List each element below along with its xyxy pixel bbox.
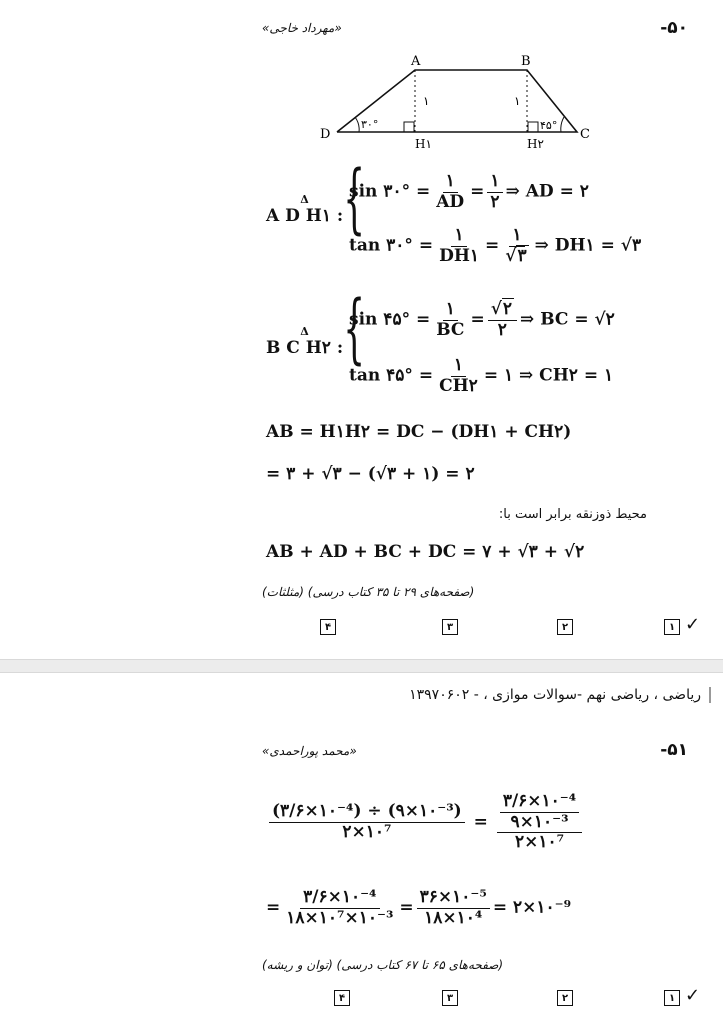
- triangle-adh1-label: Δ A D H۱ :: [266, 206, 343, 226]
- q51-option-4[interactable]: ۴: [334, 990, 350, 1006]
- q51-option-3[interactable]: ۳: [442, 990, 458, 1006]
- label-height-left: ۱: [423, 94, 430, 108]
- label-c: C: [580, 127, 590, 142]
- eq-ab-result: = ۳ + √۳ − (√۳ + ۱) = ۲: [266, 464, 475, 484]
- eq-sin45: sin ۴۵° = $\frac{۱}{BC}$ = $\frac{√۲}{۲}$ ⇒ BC = √۲: [349, 299, 615, 340]
- label-angle-c: ۴۵°: [540, 119, 558, 132]
- perimeter-text: محیط ذوزنقه برابر است با:: [498, 507, 647, 522]
- eq-51-line2: = $\frac{\text{۳/۶×۱۰⁻⁴}}{\text{۱۸×۱۰⁷×۱۰⁻³}}$ = $\frac{\text{۳۶×۱۰⁻⁵}}{\text{۱۸×۱۰⁴}}$ = ۲×۱۰⁻⁹: [266, 887, 572, 928]
- eq-sin30: sin ۳۰° = $\frac{۱}{AD}$ = $\frac{۱}{۲}$ ⇒ AD = ۲: [349, 171, 589, 212]
- author-51: «محمد پوراحمدی»: [262, 744, 357, 758]
- eq-perimeter: AB + AD + BC + DC = ۷ + √۳ + √۲: [266, 542, 585, 562]
- option-4[interactable]: ۴: [320, 619, 336, 635]
- option-1-correct[interactable]: ۱: [664, 619, 680, 635]
- eq-tan30: tan ۳۰° = $\frac{۱}{DH۱}$ = $\frac{۱}{√۳}$ ⇒ DH۱ = √۳: [349, 225, 642, 266]
- option-2[interactable]: ۲: [557, 619, 573, 635]
- triangle-bch2-label: Δ B C H۲ :: [266, 338, 343, 358]
- brace-2: {: [343, 283, 366, 372]
- breadcrumb: ریاضی ، ریاضی نهم -سوالات موازی ، - ۱۳۹۷۰۶۰۲: [409, 687, 711, 703]
- eq-51-line1: $\frac{\text{(۳/۶×۱۰⁻⁴) ÷ (۹×۱۰⁻³)}}{\text{۲×۱۰⁷}}$ = $\frac{\frac{\text{۳/۶×۱۰⁻⁴}}{\text{۹×۱۰⁻³}}}{\text{۲×۱۰⁷}}$: [266, 792, 585, 853]
- reference-51: (صفحه‌های ۶۵ تا ۶۷ کتاب درسی) (توان و ریشه): [262, 958, 504, 972]
- question-number-51: -۵۱: [660, 740, 688, 760]
- q51-option-2[interactable]: ۲: [557, 990, 573, 1006]
- check-icon: ✓: [685, 614, 701, 635]
- label-b: B: [521, 54, 531, 69]
- label-a: A: [411, 54, 421, 69]
- brace-1: {: [343, 153, 366, 242]
- trapezoid-figure: [312, 50, 602, 150]
- label-height-right: ۱: [514, 94, 521, 108]
- question-number-50: -۵۰: [660, 18, 688, 38]
- q51-option-1-correct[interactable]: ۱: [664, 990, 680, 1006]
- label-d: D: [320, 127, 331, 142]
- label-angle-d: ۳۰°: [361, 118, 379, 131]
- label-h1: H۱: [415, 137, 432, 150]
- author-50: «مهرداد خاجی»: [262, 21, 342, 35]
- q51-check-icon: ✓: [685, 985, 701, 1006]
- option-3[interactable]: ۳: [442, 619, 458, 635]
- eq-ab: AB = H۱H۲ = DC − (DH۱ + CH۲): [266, 422, 572, 442]
- section-divider: [0, 659, 723, 673]
- eq-tan45: tan ۴۵° = $\frac{۱}{CH۲}$ = ۱ ⇒ CH۲ = ۱: [349, 355, 614, 396]
- label-h2: H۲: [527, 137, 544, 150]
- reference-50: (صفحه‌های ۲۹ تا ۳۵ کتاب درسی) (مثلثات): [262, 585, 475, 599]
